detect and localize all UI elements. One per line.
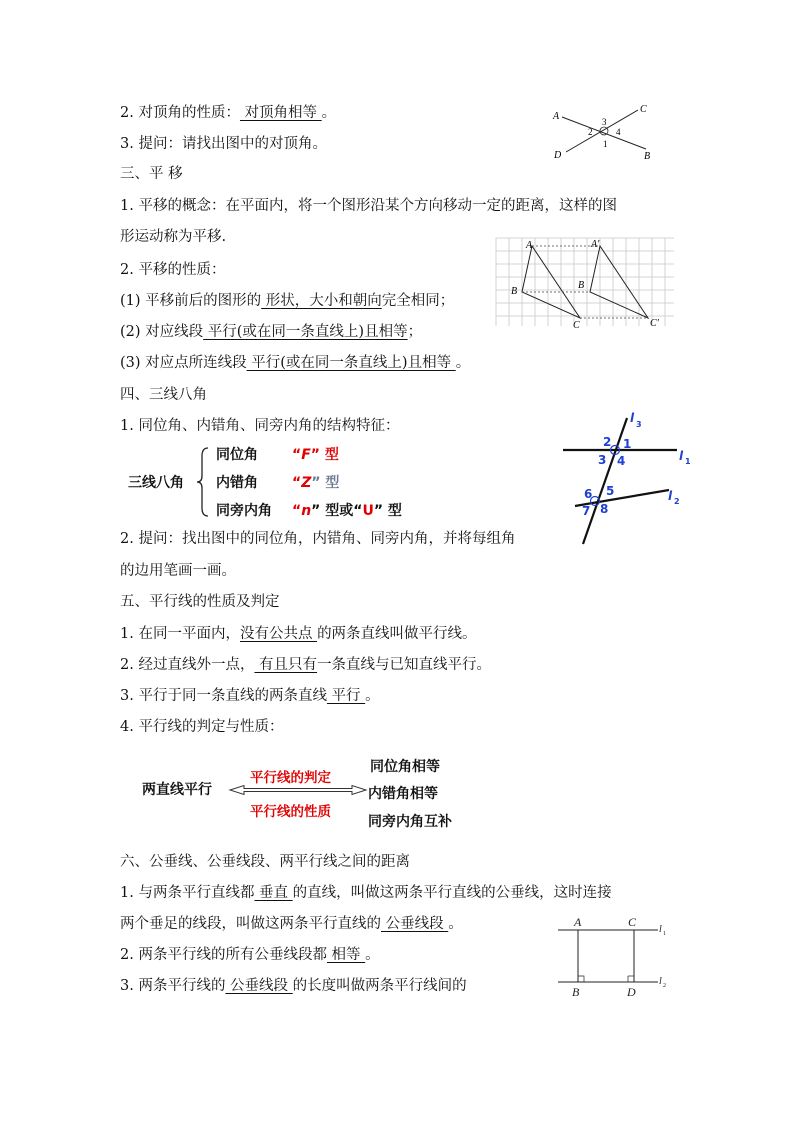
- translation-definition-1: 1. 平移的概念：在平面内，将一个图形沿某个方向移动一定的距离，这样的图: [120, 198, 617, 214]
- diagram-right-3: 同旁内角互补: [368, 814, 452, 830]
- angle-2: 2: [603, 435, 612, 449]
- text: (1) 平移前后的图形的: [120, 293, 262, 309]
- letter-f: F: [301, 447, 311, 463]
- shape-suffix: ” 型或“: [311, 503, 363, 519]
- text: (3) 对应点所连线段: [120, 355, 247, 371]
- answer-blank: 平行(或在同一条直线上)且相等: [246, 355, 456, 371]
- label-l1: l: [659, 924, 662, 935]
- text: 3. 两条平行线的: [120, 978, 226, 994]
- angle-7: 7: [582, 504, 591, 518]
- text: 完全相同；: [381, 293, 455, 309]
- text: 一条直线与已知直线平行。: [317, 657, 492, 673]
- question-vertical-angles: 3. 提问：请找出图中的对顶角。: [120, 136, 327, 152]
- label-l2: l: [659, 976, 662, 987]
- common-perpendicular-def-1: [120, 883, 612, 903]
- label-d: D: [627, 985, 636, 999]
- label-3: 3: [602, 117, 607, 127]
- parallel-transitive: [120, 686, 380, 706]
- text: 2. 经过直线外一点，: [120, 657, 255, 673]
- label-b-prime: B: [578, 280, 585, 291]
- angle-8: 8: [600, 502, 609, 516]
- answer-blank: 有且只有: [254, 657, 318, 673]
- letter-z: Z: [301, 475, 312, 491]
- answer-blank: 对顶角相等: [239, 105, 322, 121]
- translation-grid-figure: [494, 236, 680, 332]
- text: 。: [365, 947, 380, 963]
- letter-u: U: [362, 503, 374, 519]
- label-l1-sub: 1: [663, 931, 666, 937]
- answer-blank: 公垂线段: [225, 978, 293, 994]
- answer-blank: 形状，大小和朝向: [261, 293, 382, 309]
- angle-1: 1: [623, 437, 632, 451]
- angle-question-1: 2. 提问：找出图中的同位角，内错角、同旁内角，并将每组角: [120, 531, 516, 547]
- label-l2-sub: 2: [663, 983, 666, 989]
- vertical-angles-figure: [548, 100, 660, 162]
- text: 1. 在同一平面内，: [120, 626, 240, 642]
- label-b: B: [572, 985, 580, 999]
- three-lines-figure: [555, 410, 695, 546]
- f-shape-label: [292, 444, 339, 464]
- diagram-left-label: 两直线平行: [142, 782, 212, 798]
- label-a: A: [574, 915, 582, 929]
- translation-definition-2: 形运动称为平移.: [120, 229, 227, 245]
- text: 。: [321, 105, 337, 121]
- angle-5: 5: [606, 484, 615, 498]
- brace-label: 三线八角: [128, 475, 184, 491]
- perpendicular-segments-equal: [120, 945, 380, 965]
- label-l1-sub: 1: [685, 457, 691, 466]
- text: 1. 与两条平行直线都: [120, 885, 255, 901]
- text: 的两条直线叫做平行线。: [317, 626, 477, 642]
- label-l1: l: [679, 449, 684, 463]
- angle-type-same-side: 同旁内角: [216, 503, 272, 519]
- quote: “: [292, 447, 302, 463]
- text: 3. 平行于同一条直线的两条直线: [120, 688, 327, 704]
- label-a: A: [526, 240, 533, 251]
- diagram-right-2: 内错角相等: [368, 786, 438, 802]
- section-title-translation: 三、平 移: [120, 166, 183, 182]
- shape-suffix: ” 型: [373, 503, 402, 519]
- translation-property-2: [120, 322, 422, 342]
- label-c: C: [628, 915, 637, 929]
- text: 2. 两条平行线的所有公垂线段都: [120, 947, 327, 963]
- label-c: C: [640, 104, 647, 115]
- common-perpendicular-def-2: [120, 914, 463, 934]
- label-l3-sub: 3: [636, 420, 642, 429]
- answer-blank: 平行: [326, 688, 366, 704]
- diagram-criteria-label: 平行线的判定: [250, 770, 331, 786]
- shape-suffix: ” 型: [310, 447, 339, 463]
- translation-property-3: [120, 353, 470, 373]
- answer-blank: 平行(或在同一条直线上)且相等: [203, 324, 408, 340]
- label-a-prime: A′: [591, 239, 600, 250]
- double-arrow-icon: [228, 783, 368, 797]
- translation-property-heading: 2. 平移的性质：: [120, 262, 226, 278]
- brace-icon: [196, 446, 210, 518]
- section-title-parallel: 五、平行线的性质及判定: [120, 594, 280, 610]
- text: 。: [455, 355, 471, 371]
- answer-blank: 相等: [326, 947, 366, 963]
- parallel-distance-def: [120, 976, 467, 996]
- letter-n: n: [301, 503, 312, 519]
- text: 。: [365, 688, 380, 704]
- shape-suffix: ” 型: [311, 475, 340, 491]
- text: ；: [407, 324, 423, 340]
- answer-blank: 没有公共点: [239, 626, 318, 642]
- n-u-shape-label: [292, 500, 402, 520]
- text: 的直线，叫做这两条平行直线的公垂线，这时连接: [292, 885, 612, 901]
- diagram-right-1: 同位角相等: [370, 759, 440, 775]
- label-c: C: [573, 320, 580, 331]
- text: (2) 对应线段: [120, 324, 204, 340]
- label-b: B: [511, 286, 518, 297]
- label-b: B: [644, 151, 651, 162]
- angle-4: 4: [617, 454, 626, 468]
- label-d: D: [554, 150, 562, 161]
- quote: “: [292, 503, 302, 519]
- angle-question-2: 的边用笔画一画。: [120, 563, 236, 579]
- label-1: 1: [603, 139, 608, 149]
- vertical-angle-property: [120, 103, 336, 123]
- angle-6: 6: [584, 487, 593, 501]
- parallel-axiom: [120, 655, 491, 675]
- answer-blank: 垂直: [254, 885, 293, 901]
- parallel-criteria-heading: 4. 平行线的判定与性质：: [120, 719, 284, 735]
- section-title-three-lines: 四、三线八角: [120, 387, 207, 403]
- angle-3: 3: [598, 453, 607, 467]
- label-l2: l: [668, 489, 673, 503]
- angle-type-alternate: 内错角: [216, 475, 258, 491]
- text: 两个垂足的线段，叫做这两条平行直线的: [120, 916, 381, 932]
- quote: “: [292, 475, 302, 491]
- label-a: A: [553, 111, 560, 122]
- label-c-prime: C′: [650, 318, 659, 329]
- translation-property-1: [120, 291, 454, 311]
- text: 的长度叫做两条平行线间的: [292, 978, 467, 994]
- perpendicular-figure: [552, 912, 674, 1000]
- label-l2-sub: 2: [674, 497, 680, 506]
- z-shape-label: [292, 472, 339, 492]
- label-4: 4: [616, 127, 621, 137]
- diagram-property-label: 平行线的性质: [250, 804, 331, 820]
- label-2: 2: [588, 127, 593, 137]
- angle-type-corresponding: 同位角: [216, 447, 258, 463]
- parallel-definition: [120, 624, 477, 644]
- section-title-perpendicular: 六、公垂线、公垂线段、两平行线之间的距离: [120, 854, 410, 870]
- text: 2. 对顶角的性质：: [120, 105, 240, 121]
- label-l3: l: [630, 411, 635, 425]
- answer-blank: 公垂线段: [381, 916, 449, 932]
- text: 。: [448, 916, 463, 932]
- angle-structure-heading: 1. 同位角、内错角、同旁内角的结构特征：: [120, 418, 400, 434]
